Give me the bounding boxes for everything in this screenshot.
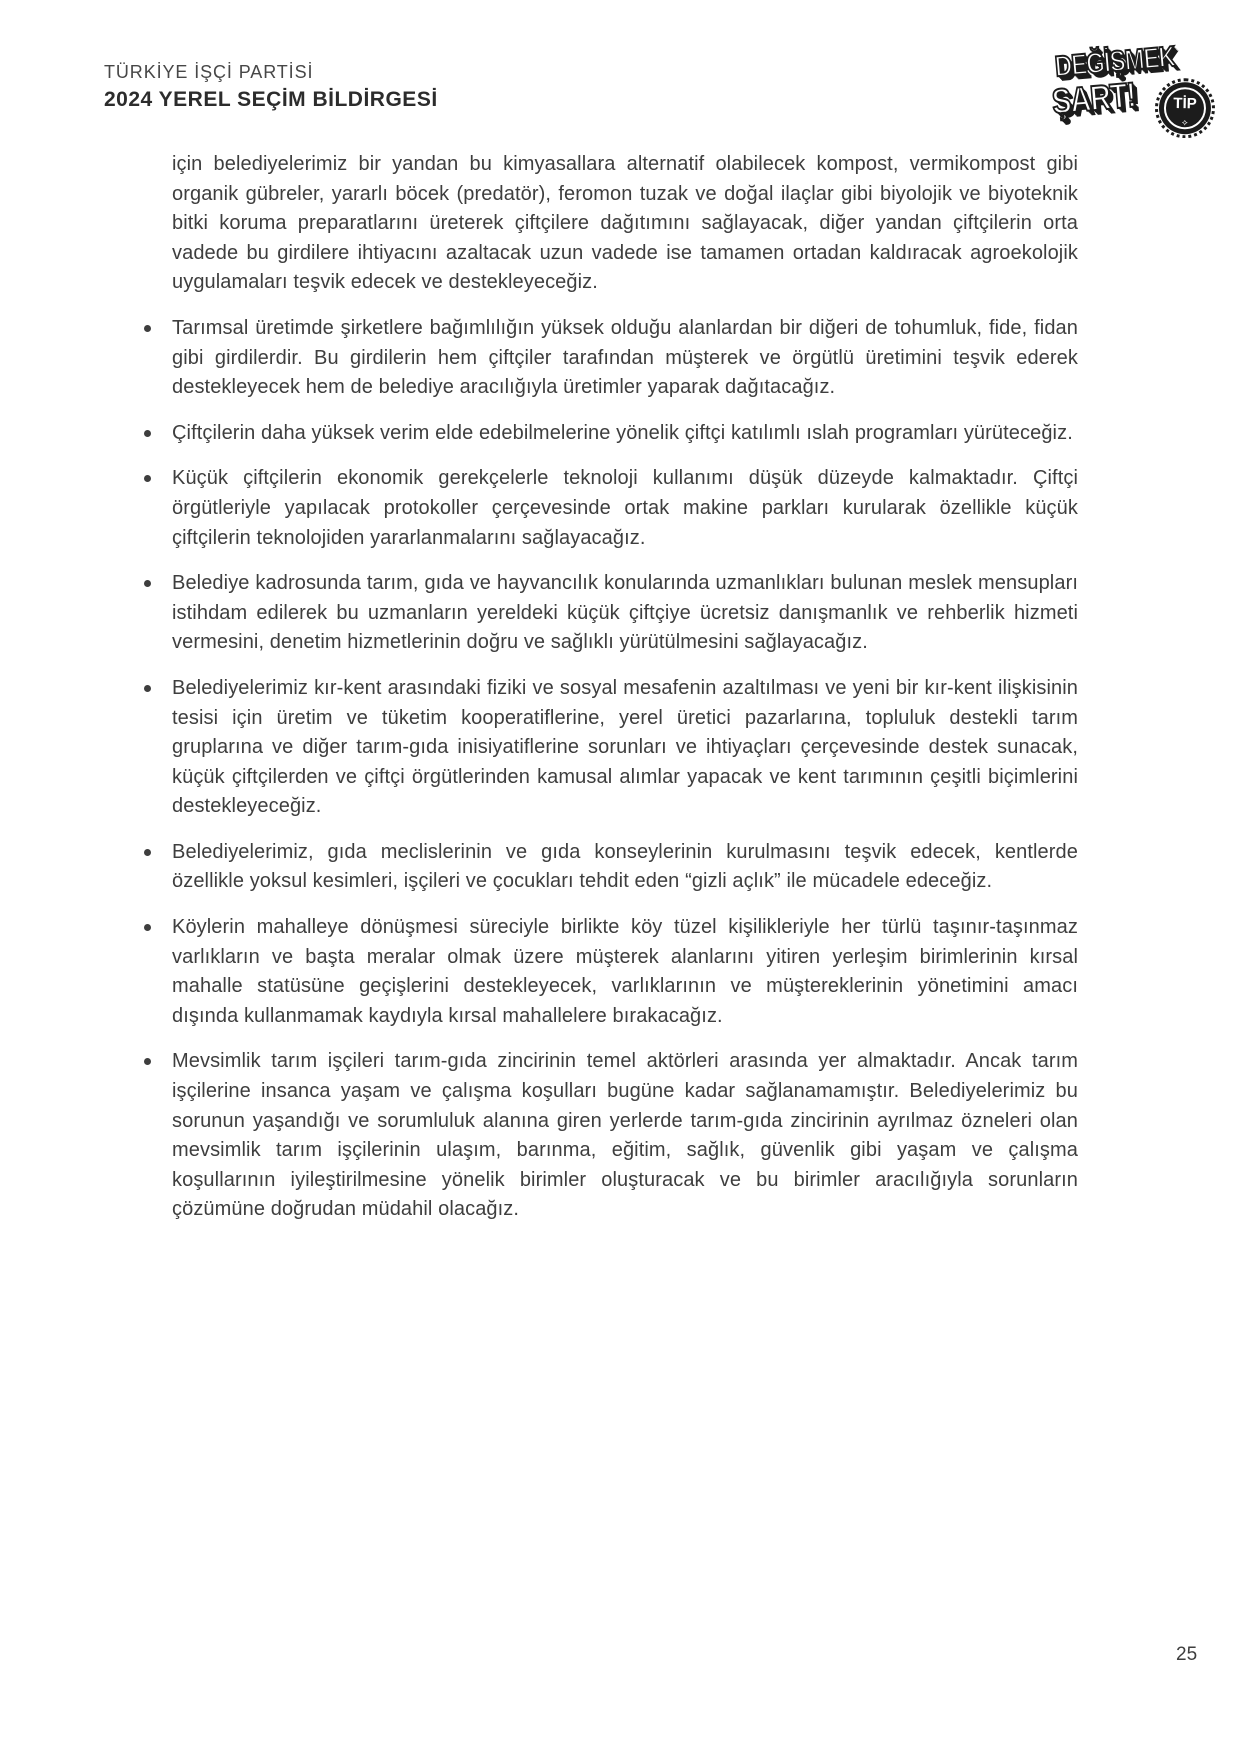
- list-item-text: Belediye kadrosunda tarım, gıda ve hayvancılık konularında uzmanlıkları bulunan meslek mensupları istihdam edilerek bu uzmanların yereldeki küçük çiftçiye ücretsiz danışmanlık ve rehberlik hizmeti vermesini, denetim hizmetlerinin doğru ve sağlıklı yürütülmesini sağlayacağız.: [172, 572, 1078, 654]
- page-number: 25: [1176, 1644, 1198, 1665]
- list-item-text: Tarımsal üretimde şirketlere bağımlılığın yüksek olduğu alanlardan bir diğeri de tohumluk, fide, fidan gibi girdilerdir. Bu girdilerin hem çiftçiler tarafından müşterek ve örgütlü üretimini teşvik ederek destekleyecek hem de belediye aracılığıyla üretimler yaparak dağıtacağız.: [172, 316, 1078, 399]
- list-item: [172, 464, 1078, 553]
- bullet-icon: [144, 325, 151, 332]
- list-item-text: Belediyelerimiz kır-kent arasındaki fiziki ve sosyal mesafenin azaltılması ve yeni bir kır-kent ilişkisinin tesisi için üretim ve tüketim kooperatiflerine, yerel üretici pazarlarına, topluluk destekli tarım gruplarına ve diğer tarım-gıda inisiyatiflerine sorunları ve ihtiyaçları çerçevesinde destek sunacak, küçük çiftçilerden ve çiftçi örgütlerinden kamusal alımlar yapacak ve kent tarımının çeşitli biçimlerini destekleyeceğiz.: [172, 676, 1078, 818]
- logo-text-line-1: DEĞİŞMEK: [1053, 40, 1176, 84]
- tip-party-emblem-icon: [1159, 82, 1212, 135]
- intro-paragraph: için belediyelerimiz bir yandan bu kimyasallara alternatif olabilecek kompost, vermikompost gibi organik gübreler, yararlı böcek (predatör), feromon tuzak ve doğal ilaçlar gibi biyolojik ve biyoteknik bitki koruma preparatlarını üreterek çiftçilere dağıtımını sağlayacak, diğer yandan çiftçilerin orta vadede bu girdilere ihtiyacını azaltacak uzun vadede ise tamamen ortadan kaldıracak agroekolojik uygulamaları teşvik edecek ve destekleyeceğiz.: [172, 153, 1078, 294]
- list-item-text: Mevsimlik tarım işçileri tarım-gıda zincirinin temel aktörleri arasında yer almaktadır. Ancak tarım işçilerine insanca yaşam ve çalışma koşulları bugüne kadar sağlanamamıştır. Belediyelerimiz bu sorunun yaşandığı ve sorumluluk alanına giren yerlerde tarım-gıda zincirinin ayrılmaz özneleri olan mevsimlik tarım işçilerinin ulaşım, barınma, eğitim, sağlık, güvenlik gibi yaşam ve çalışma koşullarının iyileştirilmesine yönelik birimler oluşturacak ve bu birimler aracılığıyla sorunların çözümüne doğrudan müdahil olacağız.: [172, 1050, 1078, 1221]
- list-item: [172, 314, 1078, 403]
- degismek-sart-logo: [1028, 41, 1208, 160]
- logo-text-line-2: ŞART!: [1050, 75, 1138, 122]
- bullet-list: [172, 314, 1078, 1225]
- party-name: TÜRKİYE İŞÇİ PARTİSİ: [104, 62, 314, 82]
- bullet-icon: [144, 475, 151, 482]
- list-item: [172, 838, 1078, 897]
- list-item: [172, 569, 1078, 658]
- list-item-text: Köylerin mahalleye dönüşmesi süreciyle birlikte köy tüzel kişilikleriyle her türlü taşınır-taşınmaz varlıkların ve başta meralar olmak üzere müşterek alanlarını yitiren yerleşim birimlerinin kırsal mahalle statüsüne geçişlerini destekleyecek, varlıklarının ve müştereklerinin yönetimini amacı dışında kullanmamak kaydıyla kırsal mahallelere bırakacağız.: [172, 916, 1078, 1027]
- document-header: [104, 62, 438, 112]
- bullet-icon: [144, 1058, 151, 1065]
- document-title: 2024 YEREL SEÇİM BİLDİRGESİ: [104, 88, 438, 111]
- list-item-text: Belediyelerimiz, gıda meclislerinin ve gıda konseylerinin kurulmasını teşvik edecek, kentlerde özellikle yoksul kesimleri, işçileri ve çocukları tehdit eden “gizli açlık” ile mücadele edeceğiz.: [172, 840, 1078, 893]
- emblem-label: TİP: [1173, 94, 1197, 113]
- bullet-icon: [144, 924, 151, 931]
- emblem-laurel-icon: ⟡: [1181, 117, 1188, 128]
- list-item: [172, 1047, 1078, 1225]
- page-body-text: [172, 150, 1078, 1241]
- list-item: [172, 913, 1078, 1031]
- list-item-text: Küçük çiftçilerin ekonomik gerekçelerle teknoloji kullanımı düşük düzeyde kalmaktadır. Çiftçi örgütleriyle yapılacak protokoller çerçevesinde ortak makine parkları kurularak özellikle küçük çiftçilerin teknolojiden yararlanmalarını sağlayacağız.: [172, 467, 1078, 549]
- bullet-icon: [144, 849, 151, 856]
- bullet-icon: [144, 580, 151, 587]
- list-item-text: Çiftçilerin daha yüksek verim elde edebilmelerine yönelik çiftçi katılımlı ıslah programları yürüteceğiz.: [172, 421, 1073, 444]
- bullet-icon: [144, 685, 151, 692]
- list-item: [172, 674, 1078, 822]
- list-item: [172, 419, 1078, 449]
- bullet-icon: [144, 430, 151, 437]
